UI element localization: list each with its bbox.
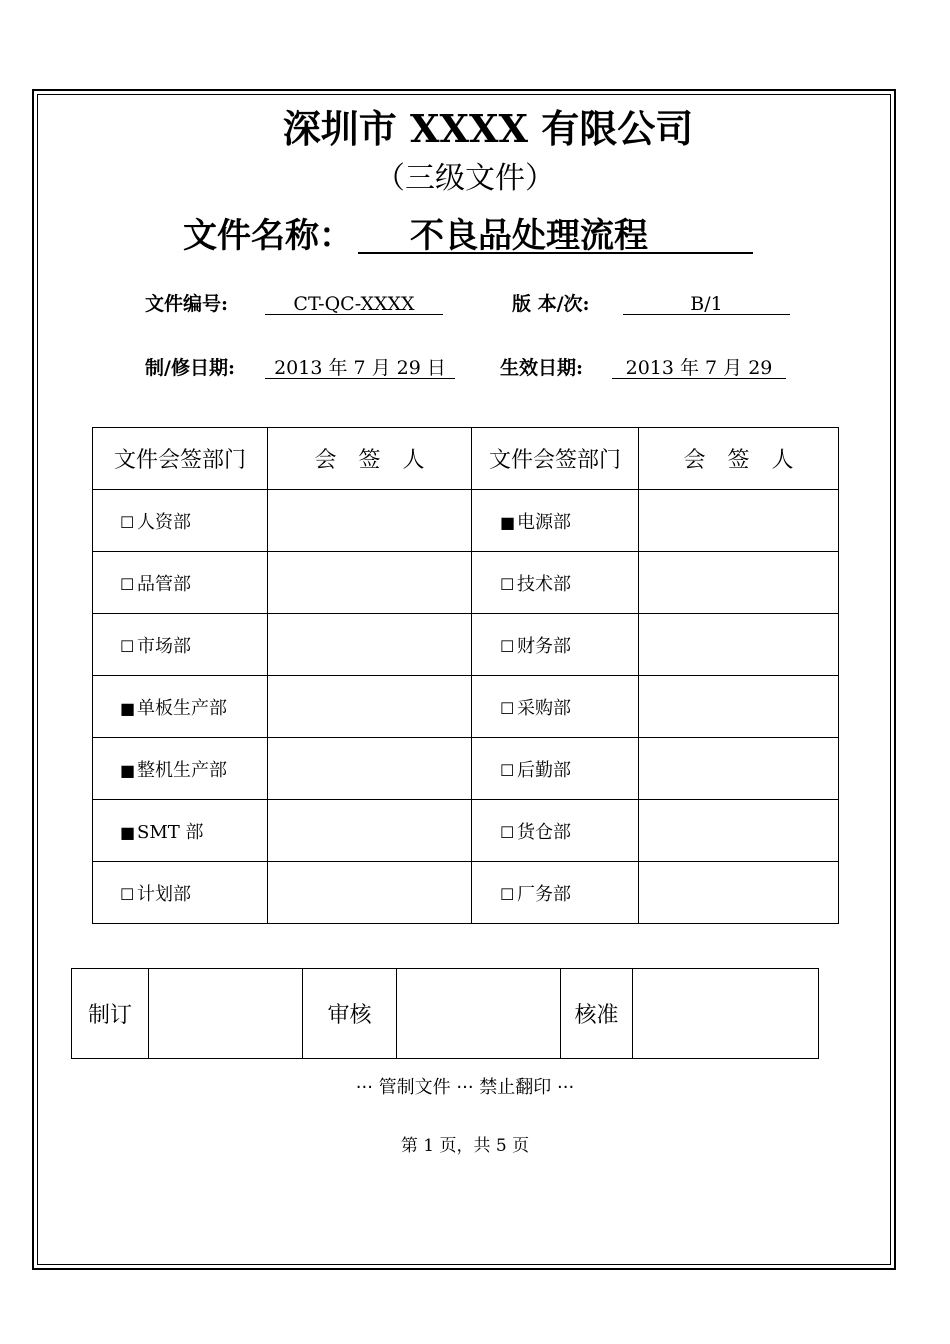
- document-level: （三级文件）: [375, 161, 555, 196]
- revise-date-value: 2013 年 7 月 29 日: [265, 355, 455, 379]
- dept-cell: [93, 738, 268, 800]
- dept-label: 技术部: [517, 573, 571, 595]
- revise-date-label: 制/修日期:: [145, 357, 235, 379]
- signer-cell[interactable]: [268, 862, 472, 924]
- dept-cell: [472, 490, 639, 552]
- signer-cell[interactable]: [639, 490, 839, 552]
- table-row: [93, 490, 839, 552]
- signer-cell[interactable]: [639, 862, 839, 924]
- table-row: [93, 862, 839, 924]
- signer-cell[interactable]: [268, 676, 472, 738]
- signer-cell[interactable]: [639, 800, 839, 862]
- header-dept: 文件会签部门: [93, 428, 268, 490]
- company-title: 深圳市 XXXX 有限公司: [282, 106, 694, 151]
- dept-label: SMT 部: [137, 821, 204, 843]
- checkbox-icon[interactable]: ■: [120, 760, 136, 780]
- dept-label: 采购部: [517, 697, 571, 719]
- checkbox-icon[interactable]: ☐: [120, 636, 135, 656]
- controlled-notice: ··· 管制文件 ··· 禁止翻印 ···: [355, 1077, 575, 1098]
- dept-label: 后勤部: [517, 759, 571, 781]
- signer-cell[interactable]: [639, 676, 839, 738]
- checkbox-icon[interactable]: ☐: [500, 574, 515, 594]
- dept-label: 市场部: [137, 635, 191, 657]
- signer-cell[interactable]: [268, 614, 472, 676]
- doc-name-label: 文件名称：: [183, 216, 353, 256]
- checkbox-icon[interactable]: ☐: [500, 760, 515, 780]
- header-signer: 会 签 人: [639, 428, 839, 490]
- dept-cell: [472, 738, 639, 800]
- draft-sign-cell[interactable]: [149, 969, 303, 1059]
- table-row: [93, 676, 839, 738]
- approve-label: 核准: [561, 969, 633, 1059]
- approval-row: [72, 969, 819, 1059]
- review-sign-cell[interactable]: [397, 969, 561, 1059]
- version-label: 版 本/次:: [512, 293, 590, 315]
- approve-sign-cell[interactable]: [633, 969, 819, 1059]
- draft-label: 制订: [72, 969, 149, 1059]
- approval-table: [71, 968, 819, 1059]
- signer-cell[interactable]: [268, 800, 472, 862]
- doc-name-value: 不良品处理流程: [358, 212, 753, 254]
- signer-cell[interactable]: [268, 552, 472, 614]
- checkbox-icon[interactable]: ☐: [500, 698, 515, 718]
- checkbox-icon[interactable]: ☐: [500, 822, 515, 842]
- review-label: 审核: [303, 969, 397, 1059]
- countersign-table: [92, 427, 839, 924]
- dept-label: 货仓部: [517, 821, 571, 843]
- signer-cell[interactable]: [639, 738, 839, 800]
- dept-cell: [93, 552, 268, 614]
- signer-cell[interactable]: [639, 552, 839, 614]
- dept-cell: [472, 614, 639, 676]
- signer-cell[interactable]: [268, 490, 472, 552]
- checkbox-icon[interactable]: ■: [120, 698, 136, 718]
- checkbox-icon[interactable]: ☐: [120, 884, 135, 904]
- checkbox-icon[interactable]: ☐: [120, 512, 135, 532]
- dept-label: 厂务部: [517, 883, 571, 905]
- table-row: [93, 800, 839, 862]
- checkbox-icon[interactable]: ■: [500, 512, 516, 532]
- countersign-header-row: [93, 428, 839, 490]
- dept-cell: [93, 614, 268, 676]
- checkbox-icon[interactable]: ☐: [500, 884, 515, 904]
- effective-date-value: 2013 年 7 月 29: [612, 355, 786, 379]
- dept-cell: [472, 800, 639, 862]
- dept-cell: [93, 862, 268, 924]
- dept-cell: [472, 862, 639, 924]
- dept-label: 人资部: [137, 511, 191, 533]
- table-row: [93, 614, 839, 676]
- dept-cell: [472, 676, 639, 738]
- dept-label: 电源部: [517, 511, 571, 533]
- page-number: 第 1 页，共 5 页: [400, 1136, 530, 1156]
- dept-label: 财务部: [517, 635, 571, 657]
- signer-cell[interactable]: [268, 738, 472, 800]
- table-row: [93, 552, 839, 614]
- dept-label: 单板生产部: [137, 697, 227, 719]
- dept-cell: [93, 800, 268, 862]
- effective-date-label: 生效日期:: [500, 357, 584, 379]
- dept-label: 计划部: [137, 883, 191, 905]
- dept-cell: [93, 490, 268, 552]
- header-dept: 文件会签部门: [472, 428, 639, 490]
- doc-no-value: CT-QC-XXXX: [265, 291, 443, 315]
- doc-no-label: 文件编号:: [145, 293, 229, 315]
- checkbox-icon[interactable]: ■: [120, 822, 136, 842]
- dept-label: 品管部: [137, 573, 191, 595]
- header-signer: 会 签 人: [268, 428, 472, 490]
- table-row: [93, 738, 839, 800]
- dept-cell: [472, 552, 639, 614]
- checkbox-icon[interactable]: ☐: [500, 636, 515, 656]
- dept-label: 整机生产部: [137, 759, 227, 781]
- signer-cell[interactable]: [639, 614, 839, 676]
- checkbox-icon[interactable]: ☐: [120, 574, 135, 594]
- version-value: B/1: [623, 291, 790, 315]
- dept-cell: [93, 676, 268, 738]
